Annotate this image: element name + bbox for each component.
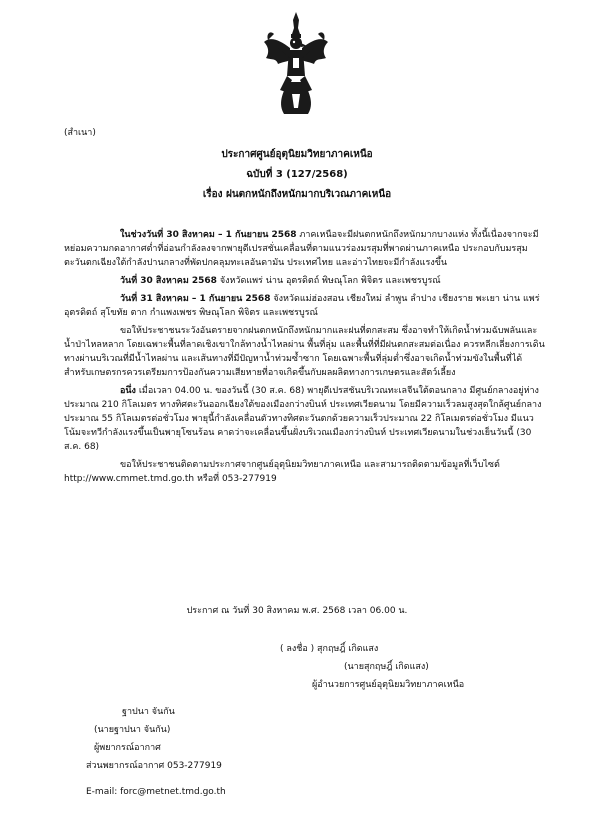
footer-contact xyxy=(86,705,226,799)
intro-paragraph xyxy=(64,228,548,270)
footer-name: (นายฐาปนา จันกัน) xyxy=(94,725,171,735)
announcement-subject: เรื่อง ฝนตกหนักถึงหนักมากบริเวณภาคเหนือ xyxy=(202,189,392,200)
forecast-areas: จังหวัดแม่ฮ่องสอน เชียงใหม่ ลำพูน ลำปาง เชียงราย พะเยา น่าน แพร่ อุตรดิตถ์ สุโขทัย ตาก กำแพงเพชร พิษณุโลก พิจิตร และเพชรบูรณ์ xyxy=(64,294,540,318)
signature-block xyxy=(280,642,464,692)
forecast-areas: จังหวัดแพร่ น่าน อุตรดิตถ์ พิษณุโลก พิจิตร และเพชรบูรณ์ xyxy=(216,276,441,286)
forecast-date: วันที่ 31 สิงหาคม – 1 กันยายน 2568 xyxy=(120,294,271,304)
intro-date: ในช่วงวันที่ 30 สิงหาคม – 1 กันยายน 2568 xyxy=(120,230,297,240)
footer-email[interactable]: E-mail: forc@metnet.tmd.go.th xyxy=(86,787,226,797)
forecast-day-2 xyxy=(64,292,548,320)
follow-text: ขอให้ประชาชนติดตามประกาศจากศูนย์อุตุนิยมวิทยาภาคเหนือ และสามารถติดตามข้อมูลที่เว็บไซต์ xyxy=(120,460,500,470)
intro-text: ภาคเหนือจะมีฝนตกหนักถึงหนักมากบางแห่ง ทั้งนี้เนื่องจากจะมีหย่อมความกดอากาศต่ำที่อ่อนกำลังลงจากพายุดีเปรสชั่นเคลื่อนที่ตามแนวร่องมรสุมที่พาดผ่านภาคเหนือ ประกอบกับมรสุมตะวันตกเฉียงใต้กำลังปานกลางที่พัดปกคลุมทะเลอันดามัน ประเทศไทย และอ่าวไทยจะมีกำลังแรงขึ้น xyxy=(64,230,539,268)
announcement-date: ประกาศ ณ วันที่ 30 สิงหาคม พ.ศ. 2568 เวลา 06.00 น. xyxy=(186,606,408,616)
signatory-name: (นายสุกฤษฎิ์ เกิดแสง) xyxy=(344,662,429,672)
copy-mark: (สำเนา) xyxy=(64,128,96,138)
follow-phone: หรือที่ 053-277919 xyxy=(194,474,277,484)
addendum-lead: อนึ่ง xyxy=(120,386,136,396)
addendum-text: เมื่อเวลา 04.00 น. ของวันนี้ (30 ส.ค. 68) พายุดีเปรสชันบริเวณทะเลจีนใต้ตอนกลาง มีศูนย์กลางอยู่ห่างประมาณ 210 กิโลเมตร ทางทิศตะวันออกเฉียงใต้ของเมืองกว่างบินห์ ประเทศเวียดนาม โดยมีความเร็วลมสูงสุดใกล้ศูนย์กลางประมาณ 55 กิโลเมตรต่อชั่วโมง พายุนี้กำลังเคลื่อนตัวทางทิศตะวันตกด้วยความเร็วประมาณ 22 กิโลเมตรต่อชั่วโมง มีแนวโน้มจะทวีกำลังแรงขึ้นเป็นพายุโซนร้อน คาดว่าจะเคลื่อนขึ้นฝั่งบริเวณเมืองกว่างบินห์ ประเทศเวียดนามในช่วงเย็นวันนี้ (30 ส.ค. 68) xyxy=(64,386,542,452)
signature-line: ( ลงชื่อ ) สุกฤษฎิ์ เกิดแสง xyxy=(280,644,379,654)
website-link[interactable]: http://www.cmmet.tmd.go.th xyxy=(64,474,195,484)
footer-signer: ฐาปนา จันกัน xyxy=(122,707,175,717)
footer-position: ผู้พยากรณ์อากาศ xyxy=(94,743,161,753)
forecast-day-1 xyxy=(64,274,548,288)
footer-department: ส่วนพยากรณ์อากาศ 053-277919 xyxy=(86,761,222,771)
document-body xyxy=(64,228,548,486)
follow-paragraph xyxy=(64,458,548,486)
warning-paragraph: ขอให้ประชาชนระวังอันตรายจากฝนตกหนักถึงหนักมากและฝนที่ตกสะสม ซึ่งอาจทำให้เกิดน้ำท่วมฉับพลันและน้ำป่าไหลหลาก โดยเฉพาะพื้นที่ลาดเชิงเขาใกล้ทางน้ำไหลผ่าน พื้นที่ลุ่ม และพื้นที่ที่มีฝนตกสะสมต่อเนื่อง ควรหลีกเลี่ยงการเดินทางผ่านบริเวณที่มีน้ำไหลผ่าน และเส้นทางที่มีปัญหาน้ำท่วมซ้ำซาก โดยเฉพาะพื้นที่ลุ่มต่ำซึ่งอาจเกิดน้ำท่วมขังในพื้นที่ได้ สำหรับเกษตรกรควรเตรียมการป้องกันความเสียหายที่อาจเกิดขึ้นกับผลผลิตทางการเกษตรและสัตว์เลี้ยง xyxy=(64,326,545,378)
signatory-position: ผู้อำนวยการศูนย์อุตุนิยมวิทยาภาคเหนือ xyxy=(312,680,465,690)
forecast-date: วันที่ 30 สิงหาคม 2568 xyxy=(120,276,217,286)
announcement-title: ประกาศศูนย์อุตุนิยมวิทยาภาคเหนือ xyxy=(221,149,373,160)
garuda-emblem-icon xyxy=(262,10,330,116)
addendum-paragraph xyxy=(64,384,548,454)
announcement-issue: ฉบับที่ 3 (127/2568) xyxy=(246,169,348,180)
